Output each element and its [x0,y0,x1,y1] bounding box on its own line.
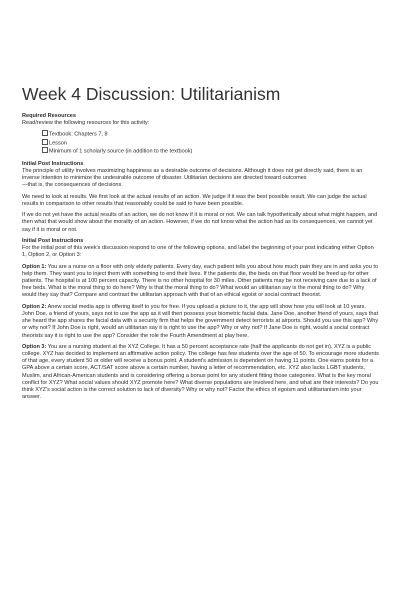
paragraph-results [22,194,379,208]
option-text: You are a nursing student at the XYZ College. It has a 50 percent acceptance rate (half the applicants do not get in). XYZ is a public college. XYZ has decided to implement an affirmative action policy. The college has few students over the age of 50. To encourage more students of that age, every student 50 or older will receive a bonus point. A student's admission is dependent on having 11 points. One earns points for a GPA above a certain score, ACT/SAT score above a certain number, having a letter of recommendation, etc. XYZ also lacks LGBT students, Muslim, and African-American students and is considering offering a bonus point for any student fitting those categories. What is the key moral conflict for XYZ? What social values should XYZ promote here? What diverse populations are involved here, and what are their interests? Do you think XYZ's social action is the correct solution to lack of diversity? Why or why not? Factor the ethics of egoism and utilitarianism into your answer. [22,344,379,400]
resource-item [42,139,379,148]
option-1 [22,264,379,299]
initial-post-section-2 [22,238,379,259]
initial-post-paragraph: For the initial post of this week's discussion respond to one of the following options, and label the beginning of your post indicating either Option 1, Option 2, or Option 3: [22,245,374,259]
body-paragraph: If we do not yet have the actual results of an action, we do not know if it is moral or not. We can talk hypothetically about what might happen, and then what that would show about the morality of an action. However, if we do not know what the action had as its consequences, we cannot yet say if it is moral or not. [22,212,378,233]
resource-item [42,147,379,156]
option-2 [22,304,379,339]
paragraph-hypothetical [22,212,379,233]
option-label: Option 2: [22,304,47,311]
resource-text: Minimum of 1 scholarly source (in addition to the textbook) [49,148,193,155]
resource-text: Lesson [49,140,67,147]
initial-post-section-1 [22,161,379,189]
bullet-box-icon [42,147,48,153]
bullet-box-icon [42,139,48,145]
document-title: Week 4 Discussion: Utilitarianism [22,84,281,104]
initial-post-paragraph: The principle of utility involves maximizing happiness as a desirable outcome of decisions. Although it does not get directly said, there is an inverse intention to minimize the undesirable outcome of disaster. Utilitarian decisions are directed toward outcomes [22,167,363,181]
option-label: Option 3: [22,344,47,351]
initial-post-heading: Initial Post Instructions [22,160,84,167]
option-paragraph [22,304,379,339]
option-3 [22,344,379,401]
required-resources-section [22,113,379,156]
resource-text: Textbook: Chapters 7, 8 [49,131,108,138]
initial-post-heading: Initial Post Instructions [22,238,84,245]
body-paragraph: We need to look at results. We first look at the actual results of an action. We judge if it was the best possible result. We can judge the actual results in comparison to other results that reasonably could be said to have been possible. [22,193,367,207]
option-text: You are a nurse on a floor with only elderly patients. Every day, each patient tells you about how much pain they are in and asks you to help them. They want you to inject them with something to end their lives. If the patients die, the beds on that floor would be freed up for other patients. The hospital is at 100 percent capacity. There is no other hospital for 30 miles. Other patients may be not receiving care due to a lack of free beds. What is the moral thing to do here? Why is that the moral thing to do? What would an utilitarian say is the moral thing to do? Why would they say that? Compare and contrast the utilitarian approach with that of an ethical egoist or social contract theorist. [22,264,379,299]
option-paragraph [22,344,379,401]
required-resources-intro: Read/review the following resources for this activity: [22,120,150,127]
resource-item [42,130,379,139]
option-label: Option 1: [22,264,47,271]
option-text: Anew social media app is offering itself to you for free. If you upload a picture to it, the app will show how you will look at 10 years. John Doe, a friend of yours, says not to use the app as it will then possess your biometric facial data. Jane Doe, another friend of yours, says that she heard the app shares the facial data with a security firm that helps the government detect terrorists at airports. Should you use this app? Why or why not? If John Doe is right, would an utilitarian say it is right to use the app? Why or why not? If Jane Doe is right, would a social contract theorists say it is right to use the app? Consider the role the Fourth Amendment at play here. [22,304,379,339]
document-page [22,84,379,406]
initial-post-paragraph-continuation: —that is, the consequences of decisions. [22,181,123,188]
bullet-box-icon [42,130,48,136]
resource-list [22,130,379,156]
option-paragraph [22,264,379,299]
required-resources-heading: Required Resources [22,113,76,119]
